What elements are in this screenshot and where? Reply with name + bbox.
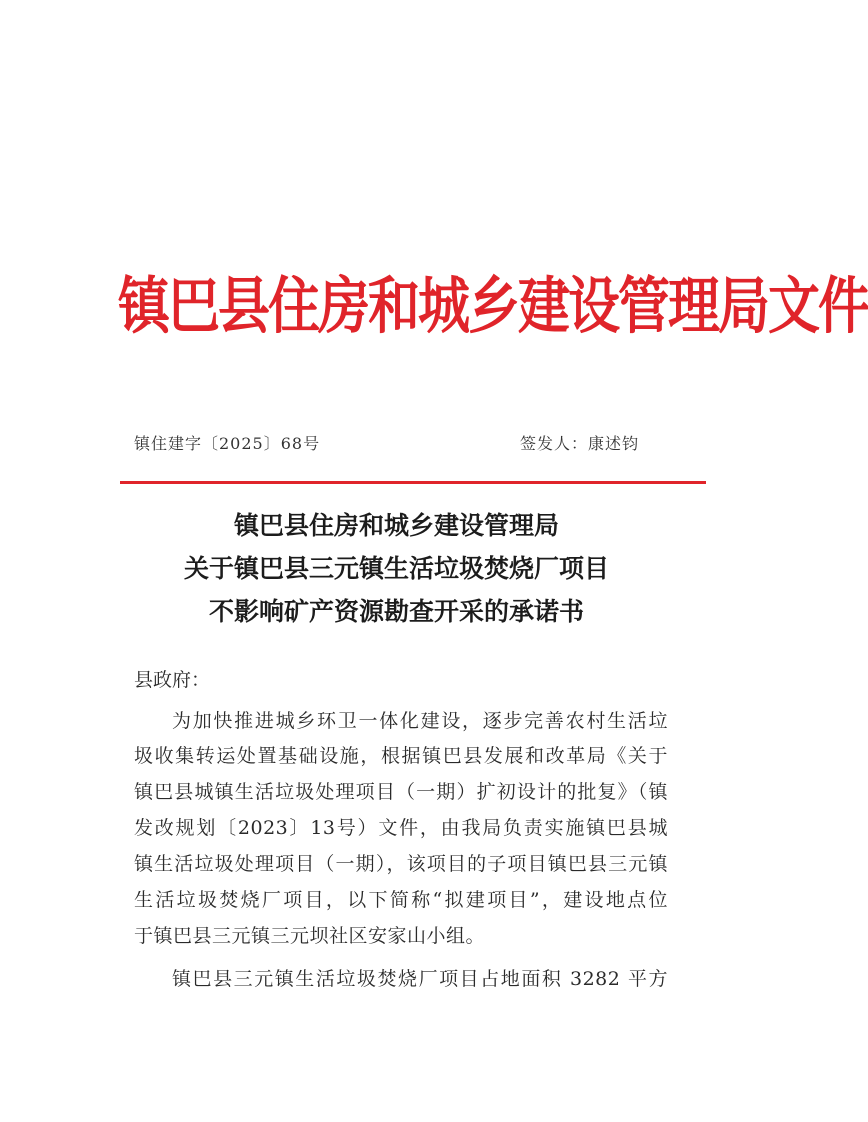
body-line: 镇巴县三元镇生活垃圾焚烧厂项目占地面积 3282 平方 [172,968,668,990]
body-line: 圾收集转运处置基础设施，根据镇巴县发展和改革局《关于 [134,745,668,767]
document-title-line-2: 关于镇巴县三元镇生活垃圾焚烧厂项目 [183,554,609,583]
body-line: 发改规划〔2023〕13号）文件，由我局负责实施镇巴县城 [134,817,668,839]
body-line: 于镇巴县三元镇三元坝社区安家山小组。 [134,925,486,947]
body-line: 为加快推进城乡环卫一体化建设，逐步完善农村生活垃 [172,710,668,732]
body-line: 镇生活垃圾处理项目（一期），该项目的子项目镇巴县三元镇 [134,853,668,875]
body-line: 镇巴县城镇生活垃圾处理项目（一期）扩初设计的批复》（镇 [134,781,668,803]
document-title-line-3: 不影响矿产资源勘查开采的承诺书 [208,597,584,626]
body-line: 生活垃圾焚烧厂项目，以下简称“拟建项目”，建设地点位 [134,889,668,911]
masthead-title: 镇巴县住房和城乡建设管理局文件 [118,271,868,343]
document-number: 镇住建字〔2025〕68号 [134,434,321,453]
signer: 签发人：康述钧 [520,434,640,453]
document-title-line-1: 镇巴县住房和城乡建设管理局 [233,511,559,540]
salutation: 县政府： [134,669,211,691]
red-divider [120,481,706,484]
